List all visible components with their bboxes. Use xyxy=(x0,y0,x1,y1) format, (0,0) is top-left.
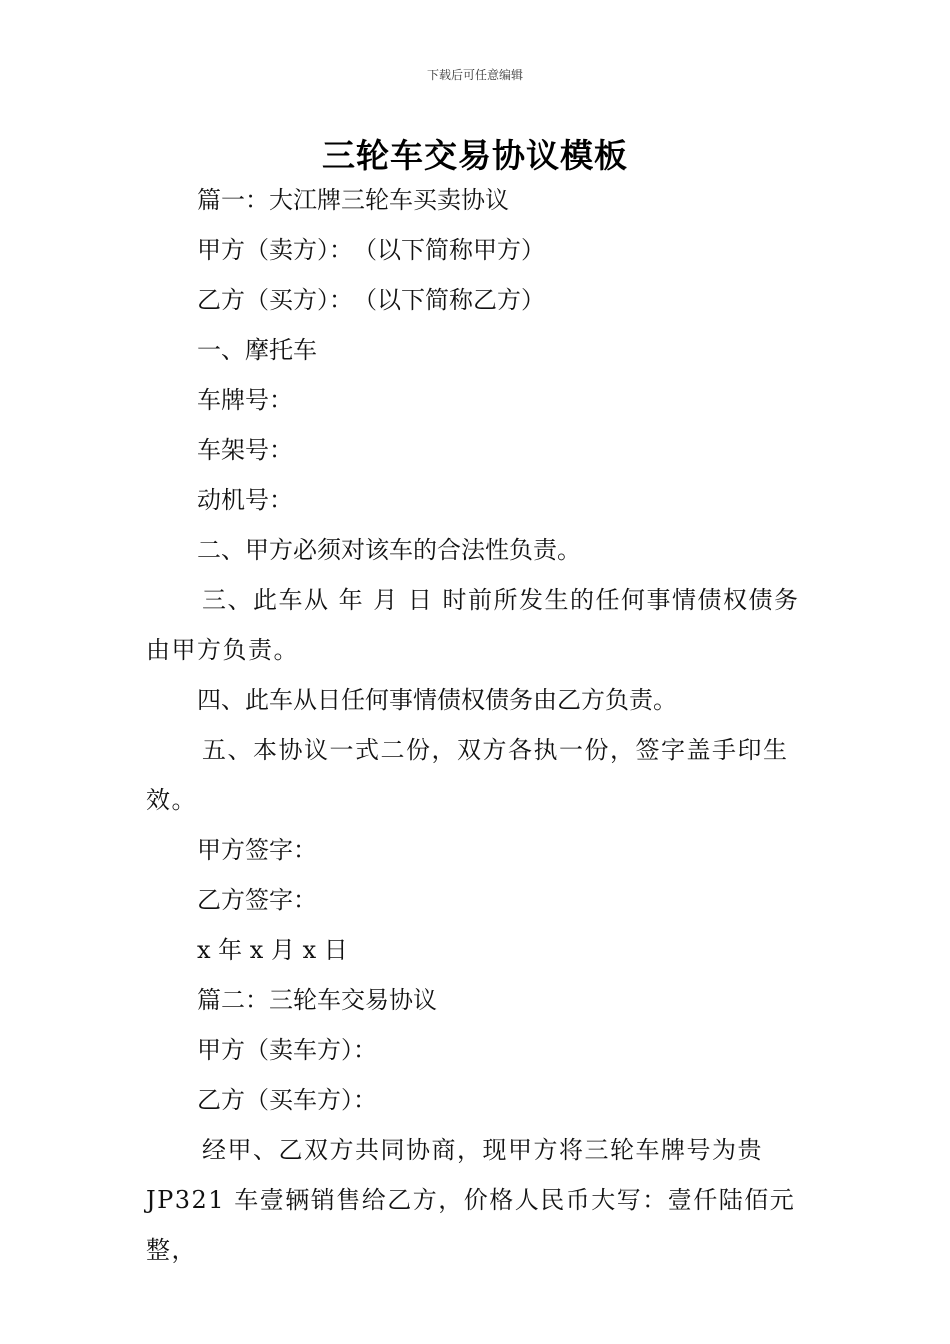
paragraph-clause-five: 五、本协议一式二份，双方各执一份，签字盖手印生效。 xyxy=(146,736,789,814)
paragraph-party-b: 乙方（买方）： （以下简称乙方） xyxy=(197,286,545,314)
paragraph-agreement-body: 经甲、乙双方共同协商，现甲方将三轮车牌号为贵JP321 车壹辆销售给乙方，价格人民币大写：壹仟陆佰元整， xyxy=(146,1136,796,1264)
paragraph-party-a: 甲方（卖方）： （以下简称甲方） xyxy=(197,236,545,264)
document-body xyxy=(146,175,814,1275)
paragraph-clause-one: 一、摩托车 xyxy=(197,336,317,364)
paragraph-clause-four: 四、此车从日任何事情债权债务由乙方负责。 xyxy=(197,686,677,714)
paragraph-date: x 年 x 月 x 日 xyxy=(197,936,348,964)
document-title: 三轮车交易协议模板 xyxy=(322,136,628,175)
paragraph-part-two-heading: 篇二：三轮车交易协议 xyxy=(197,986,437,1014)
paragraph-party-b-signature: 乙方签字： xyxy=(197,886,317,914)
paragraph-part-one-heading: 篇一：大江牌三轮车买卖协议 xyxy=(197,186,509,214)
paragraph-frame-number: 车架号： xyxy=(197,436,293,464)
paragraph-buyer: 乙方（买车方）： xyxy=(197,1086,377,1114)
paragraph-party-a-signature: 甲方签字： xyxy=(197,836,317,864)
paragraph-clause-two: 二、甲方必须对该车的合法性负责。 xyxy=(197,536,581,564)
paragraph-seller: 甲方（卖车方）： xyxy=(197,1036,377,1064)
paragraph-engine-number: 动机号： xyxy=(197,486,293,514)
paragraph-plate-number: 车牌号： xyxy=(197,386,293,414)
paragraph-clause-three: 三、此车从 年 月 日 时前所发生的任何事情债权债务由甲方负责。 xyxy=(146,586,800,664)
header-note: 下载后可任意编辑 xyxy=(426,68,523,82)
